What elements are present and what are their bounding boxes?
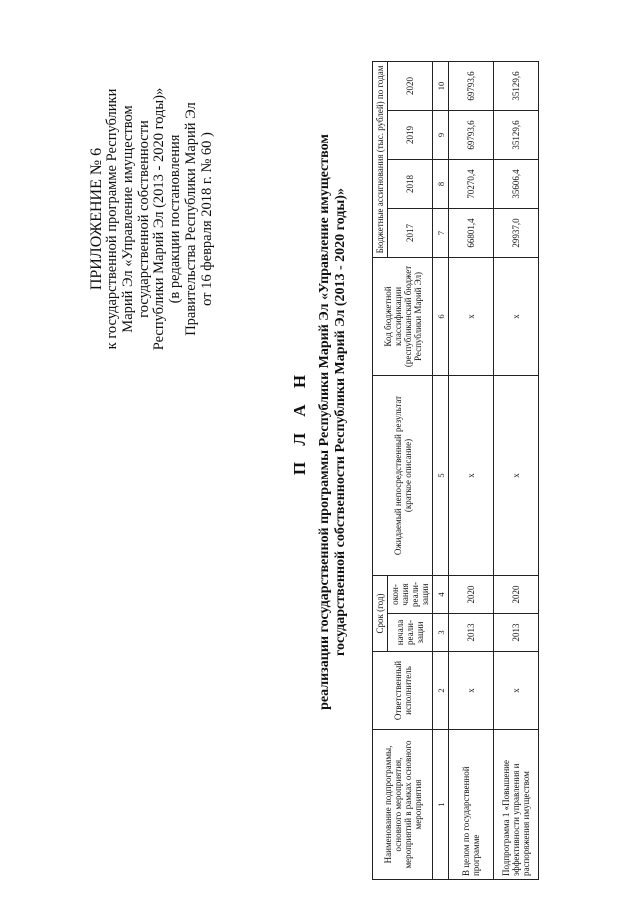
header-name: Наименование подпрограммы, основного мероприятия, мероприятий в рамках основного мероприятия (373, 730, 433, 880)
table-row (494, 61, 539, 879)
cell-value: 70270,4 (449, 159, 494, 208)
cell-code: x (449, 257, 494, 375)
appendix-line: Правительства Республики Марий Эл (182, 102, 199, 336)
cell-end: 2020 (449, 575, 494, 613)
cell-executor: x (449, 652, 494, 730)
column-number: 3 (433, 614, 449, 652)
header-result: Ожидаемый непосредственный результат (краткое описание) (373, 375, 433, 575)
cell-value: 35129,6 (494, 61, 539, 110)
column-number: 4 (433, 575, 449, 613)
cell-start: 2013 (449, 614, 494, 652)
cell-code: x (494, 257, 539, 375)
header-term: Срок (год) (373, 575, 388, 651)
header-year: 2018 (388, 159, 433, 208)
plan-subtitle-line: государственной собственности Республики Марий Эл (2013 - 2020 годы)» (333, 188, 348, 656)
cell-start: 2013 (494, 614, 539, 652)
cell-value: 66801,4 (449, 208, 494, 257)
header-budget: Бюджетные ассигнования (тыс. рублей) по годам (373, 61, 388, 257)
cell-name: Подпрограмма 1 «Повышение эффективности управления и распоряжения имуществом (494, 730, 539, 880)
cell-value: 69793,6 (449, 110, 494, 159)
cell-result: x (449, 375, 494, 575)
appendix-line: к государственной программе Республики (104, 88, 120, 350)
cell-value: 35129,6 (494, 110, 539, 159)
appendix-block (88, 74, 216, 364)
table-row (449, 61, 494, 879)
header-term-start: начала реали-зации (388, 614, 433, 652)
appendix-line: Марий Эл «Управление имуществом (119, 105, 136, 333)
column-number: 6 (433, 257, 449, 375)
header-year: 2017 (388, 208, 433, 257)
cell-result: x (494, 375, 539, 575)
plan-heading (290, 132, 349, 712)
plan-title: П Л А Н (290, 368, 309, 476)
header-executor: Ответственный исполнитель (373, 652, 433, 730)
header-year: 2020 (388, 61, 433, 110)
appendix-line: государственной собственности (135, 120, 152, 318)
header-term-end: окон-чания реали-зации (388, 575, 433, 613)
table-header-row (373, 61, 388, 879)
cell-value: 69793,6 (449, 61, 494, 110)
column-number: 2 (433, 652, 449, 730)
cell-executor: x (494, 652, 539, 730)
column-number-row (433, 61, 449, 879)
column-number: 8 (433, 159, 449, 208)
cell-value: 35606,4 (494, 159, 539, 208)
plan-table (372, 61, 539, 880)
plan-subtitle-line: реализации государственной программы Республики Марий Эл «Управление имуществом (317, 134, 332, 710)
appendix-line: Республики Марий Эл (2013 - 2020 годы)» (151, 87, 168, 351)
cell-end: 2020 (494, 575, 539, 613)
column-number: 10 (433, 61, 449, 110)
appendix-line: от 16 февраля 2018 г. № 60 ) (198, 132, 215, 306)
cell-name: В целом по государственной программе (449, 730, 494, 880)
column-number: 7 (433, 208, 449, 257)
appendix-heading: ПРИЛОЖЕНИЕ № 6 (88, 147, 105, 291)
cell-value: 29937,0 (494, 208, 539, 257)
column-number: 9 (433, 110, 449, 159)
header-code: Код бюджетной классификации (республиканский бюджет Республики Марий Эл) (373, 257, 433, 375)
column-number: 1 (433, 730, 449, 880)
appendix-line: (в редакции постановления (167, 134, 184, 304)
column-number: 5 (433, 375, 449, 575)
header-year: 2019 (388, 110, 433, 159)
